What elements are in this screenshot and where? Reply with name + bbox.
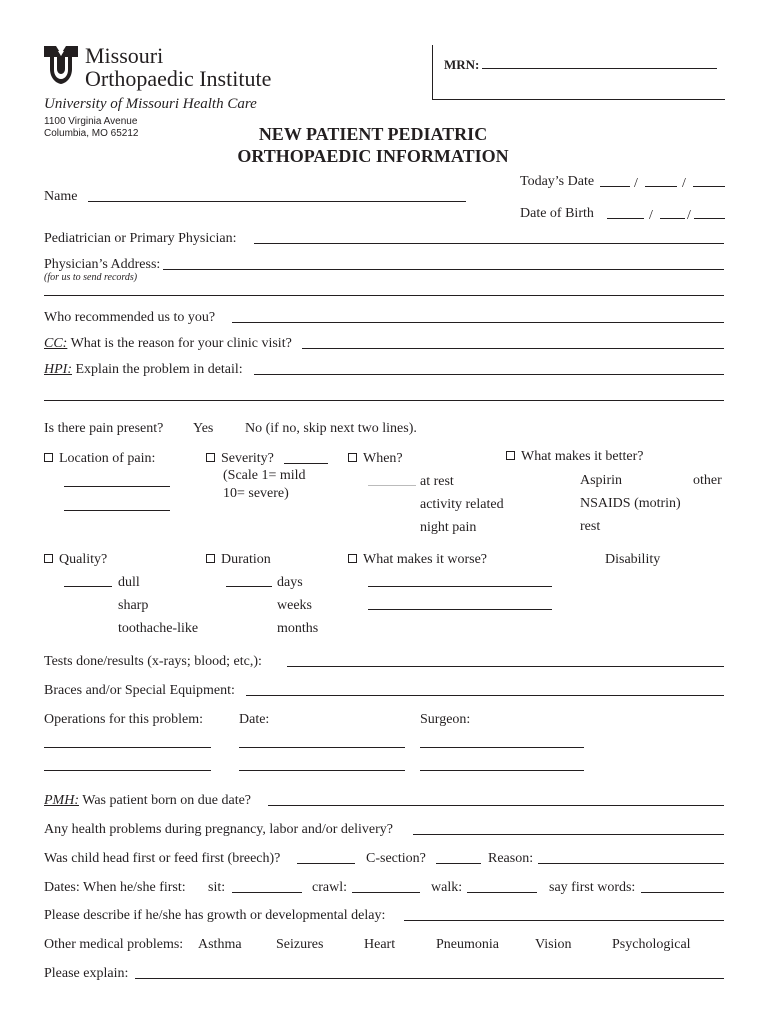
makes-better (506, 448, 643, 465)
braces-field[interactable] (246, 695, 724, 696)
quality-checkbox[interactable] (44, 554, 53, 563)
location-of-pain (44, 450, 155, 467)
date-separator: / (649, 208, 653, 223)
severity-scale-1: (Scale 1= mild (223, 468, 306, 483)
crawl-label: crawl: (312, 880, 347, 895)
todays-date-day[interactable] (645, 186, 677, 187)
tests-label: Tests done/results (x-rays; blood; etc,): (44, 654, 262, 669)
reason-field[interactable] (538, 863, 724, 864)
pregnancy-label: Any health problems during pregnancy, labor and/or delivery? (44, 822, 393, 837)
walk-label: walk: (431, 880, 463, 895)
braces-label: Braces and/or Special Equipment: (44, 683, 235, 698)
date-separator: / (634, 176, 638, 191)
when-label: When? (363, 451, 403, 466)
dob-label: Date of Birth (520, 206, 594, 221)
location-label: Location of pain: (59, 451, 156, 466)
mu-tiger-logo (43, 45, 79, 85)
duration-checkbox[interactable] (206, 554, 215, 563)
please-explain-label: Please explain: (44, 966, 129, 981)
better-option-aspirin: Aspirin (580, 473, 622, 488)
tests-field[interactable] (287, 666, 724, 667)
hpi-label (44, 361, 243, 378)
when-option-night: night pain (420, 520, 477, 535)
disability-label: Disability (605, 552, 661, 567)
form-title-line1: NEW PATIENT PEDIATRIC (258, 124, 488, 144)
physician-address-note: (for us to send records) (44, 272, 138, 283)
quality-option-toothache: toothache-like (118, 621, 199, 636)
quality-label: Quality? (59, 552, 108, 567)
recommended-field[interactable] (232, 322, 724, 323)
location-field-2[interactable] (64, 510, 170, 511)
form-title-line2: ORTHOPAEDIC INFORMATION (237, 146, 509, 166)
operation-date-field-1[interactable] (239, 747, 405, 748)
todays-date-label: Today’s Date (520, 174, 595, 189)
operation-surgeon-field-2[interactable] (420, 770, 584, 771)
please-explain-field[interactable] (135, 978, 724, 979)
worse-field-1[interactable] (368, 586, 552, 587)
location-checkbox[interactable] (44, 453, 53, 462)
affiliation: University of Missouri Health Care (44, 96, 257, 112)
when-checkbox[interactable] (348, 453, 357, 462)
dob-year[interactable] (694, 218, 725, 219)
operation-field-2[interactable] (44, 770, 211, 771)
pmh-field[interactable] (268, 805, 724, 806)
quality-field[interactable] (64, 586, 112, 587)
other-problems-label: Other medical problems: (44, 937, 184, 952)
when-at-rest-field[interactable] (368, 485, 416, 486)
pain-yes-option[interactable]: Yes (193, 421, 214, 436)
logo-name-line1: Missouri (85, 43, 164, 68)
cc-field[interactable] (302, 348, 724, 349)
pregnancy-field[interactable] (413, 834, 724, 835)
cc-text: What is the reason for your clinic visit? (70, 336, 292, 351)
severity-scale-2: 10= severe) (223, 486, 289, 501)
better-checkbox[interactable] (506, 451, 515, 460)
hpi-field-2[interactable] (44, 400, 724, 401)
when (348, 450, 403, 467)
date-separator: / (687, 208, 691, 223)
pmh-label (44, 792, 251, 809)
physician-address-label: Physician’s Address: (44, 257, 161, 272)
severity-field[interactable] (284, 463, 328, 464)
crawl-field[interactable] (352, 892, 420, 893)
mrn-label: MRN: (444, 57, 480, 72)
csection-field[interactable] (436, 863, 481, 864)
problem-option-seizures[interactable]: Seizures (276, 937, 324, 952)
physician-address-field[interactable] (163, 269, 724, 270)
dob-month[interactable] (607, 218, 644, 219)
quality-option-dull: dull (118, 575, 140, 590)
severity-label: Severity? (221, 451, 274, 466)
pain-no-option[interactable]: No (if no, skip next two lines). (245, 421, 417, 436)
hpi-field[interactable] (254, 374, 724, 375)
sit-label: sit: (208, 880, 226, 895)
problem-option-heart[interactable]: Heart (364, 937, 396, 952)
worse-field-2[interactable] (368, 609, 552, 610)
quality-option-sharp: sharp (118, 598, 149, 613)
duration-label: Duration (221, 552, 271, 567)
date-separator: / (682, 176, 686, 191)
location-field-1[interactable] (64, 486, 170, 487)
recommended-label: Who recommended us to you? (44, 310, 216, 325)
operation-date-field-2[interactable] (239, 770, 405, 771)
duration (206, 551, 271, 568)
mrn-field[interactable] (482, 68, 717, 69)
better-option-rest: rest (580, 519, 601, 534)
dob-day[interactable] (660, 218, 685, 219)
operation-surgeon-label: Surgeon: (420, 712, 471, 727)
todays-date-year[interactable] (693, 186, 725, 187)
growth-delay-label: Please describe if he/she has growth or developmental delay: (44, 908, 386, 923)
head-first-label: Was child head first or feed first (breech)? (44, 851, 281, 866)
address-line1: 1100 Virginia Avenue (44, 116, 138, 127)
operation-surgeon-field-1[interactable] (420, 747, 584, 748)
severity (206, 450, 274, 467)
pmh-text: Was patient born on due date? (82, 793, 252, 808)
sit-field[interactable] (232, 892, 302, 893)
name-field[interactable] (88, 201, 466, 202)
better-option-other: other (693, 473, 722, 488)
when-option-at-rest: at rest (420, 474, 454, 489)
growth-delay-field[interactable] (404, 920, 724, 921)
duration-option-days: days (277, 575, 303, 590)
quality (44, 551, 107, 568)
pediatrician-label: Pediatrician or Primary Physician: (44, 231, 237, 246)
pmh-abbr: PMH: (44, 793, 79, 808)
operation-date-label: Date: (239, 712, 270, 727)
first-words-field[interactable] (641, 892, 724, 893)
pediatrician-field[interactable] (254, 243, 724, 244)
physician-address-field-2[interactable] (44, 295, 724, 296)
walk-field[interactable] (467, 892, 537, 893)
problem-option-asthma[interactable]: Asthma (198, 937, 242, 952)
reason-label: Reason: (488, 851, 534, 866)
cc-abbr: CC: (44, 336, 68, 351)
makes-worse (348, 551, 487, 568)
operations-label: Operations for this problem: (44, 712, 204, 727)
pain-question: Is there pain present? (44, 421, 164, 436)
duration-field[interactable] (226, 586, 272, 587)
duration-option-weeks: weeks (277, 598, 312, 613)
operation-field-1[interactable] (44, 747, 211, 748)
duration-option-months: months (277, 621, 319, 636)
hpi-abbr: HPI: (44, 362, 72, 377)
hpi-text: Explain the problem in detail: (75, 362, 243, 377)
problem-option-psychological[interactable]: Psychological (612, 937, 691, 952)
logo-name-line2: Orthopaedic Institute (85, 66, 272, 91)
todays-date-month[interactable] (600, 186, 630, 187)
severity-checkbox[interactable] (206, 453, 215, 462)
dates-first-label: Dates: When he/she first: (44, 880, 186, 895)
csection-label: C-section? (366, 851, 426, 866)
problem-option-pneumonia[interactable]: Pneumonia (436, 937, 499, 952)
when-option-activity: activity related (420, 497, 504, 512)
worse-label: What makes it worse? (363, 552, 488, 567)
problem-option-vision[interactable]: Vision (535, 937, 572, 952)
address-line2: Columbia, MO 65212 (44, 128, 139, 139)
better-label: What makes it better? (521, 449, 644, 464)
worse-checkbox[interactable] (348, 554, 357, 563)
name-label: Name (44, 189, 78, 204)
first-words-label: say first words: (549, 880, 636, 895)
cc-label (44, 335, 292, 352)
head-first-field[interactable] (297, 863, 355, 864)
better-option-nsaids: NSAIDS (motrin) (580, 496, 681, 511)
